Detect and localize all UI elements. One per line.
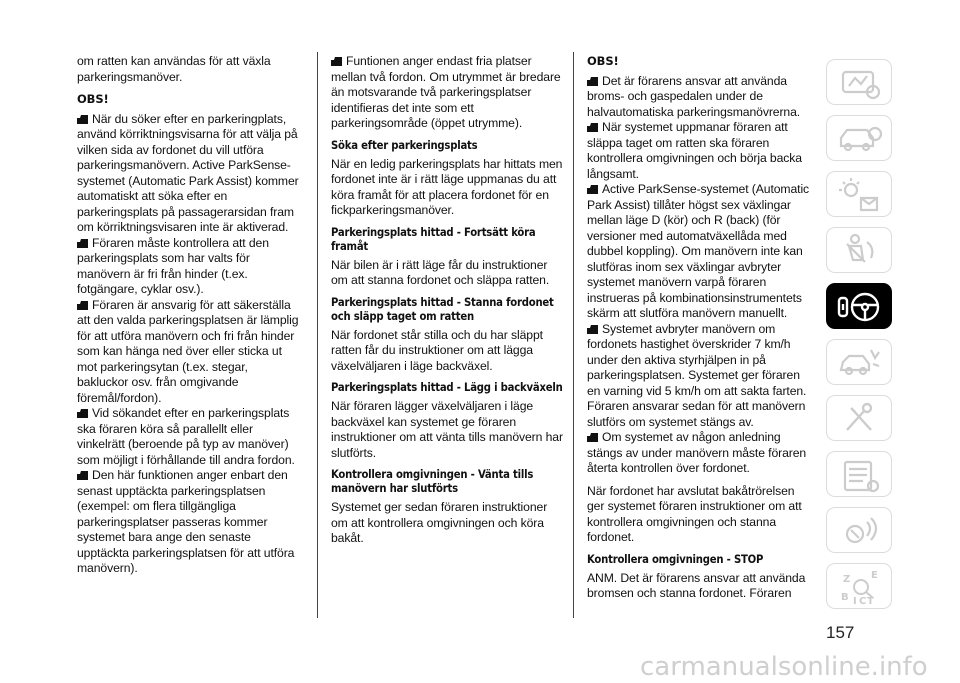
car-dashboard-icon <box>827 60 893 106</box>
seatbelt-airbag-icon <box>827 228 893 274</box>
svg-text:E: E <box>871 570 878 581</box>
section-heading: Parkeringsplats hittad - Lägg i backväxeln <box>331 381 563 394</box>
warning-lights-icon <box>827 172 893 218</box>
svg-text:B: B <box>841 592 849 603</box>
paragraph: När föraren lägger växelväljaren i läge backväxel kan systemet ge föraren instruktioner om att vänta tills manövern har slutförts. <box>331 399 563 460</box>
svg-text:T: T <box>867 596 874 607</box>
column-divider-1 <box>317 52 318 618</box>
tab-tools[interactable] <box>826 395 892 441</box>
paragraph: När fordonet har avslutat bakåtrörelsen ger systemet föraren instruktioner om att kontrollera omgivningen och stanna fordonet. <box>587 483 802 544</box>
section-heading: Söka efter parkeringsplats <box>331 138 478 152</box>
note-icon <box>77 469 88 478</box>
section-heading: Kontrollera omgivningen - STOP <box>587 552 764 566</box>
paragraph: När fordonet står stilla och du har släppt ratten får du instruktioner om att lägga växelväljaren i läge backväxel. <box>331 327 543 373</box>
paragraph: När bilen är i rätt läge får du instruktioner om att stanna fordonet och släppa ratten. <box>331 257 550 287</box>
multimedia-icon <box>827 508 893 554</box>
text-column-2 <box>331 54 563 554</box>
section-heading: Parkeringsplats hittad - Fortsätt köra framåt <box>331 225 536 253</box>
note-icon <box>77 299 88 308</box>
note-bullet: Funtionen anger endast fria platser mellan två fordon. Om utrymmet är bredare än motsvarande två parkeringsplatser identifieras det inte som ett parkeringsområde (öppet utrymme). <box>331 54 561 130</box>
note-bullet: När du söker efter en parkeringplats, använd körriktningsvisarna för att välja på vilken sida av fordonet du vill utföra parkeringsmanövern. Active ParkSense-systemet (Automatic Park Assist) kommer automatiskt att söka efter en parkeringsplats på passagerarsidan fram om körriktningsvisaren inte är aktiverad. <box>77 111 299 234</box>
note-bullet: Den här funktionen anger enbart den senast upptäckta parkeringsplatsen (exempel: om flera tillgängliga parkeringsplatser passeras kommer systemet bara ange den senaste upptäckta parkeringsplatsen för att utföra manövern). <box>77 468 295 575</box>
note-bullet: När systemet uppmanar föraren att släppa taget om ratten ska föraren kontrollera omgivningen och börja backa långsamt. <box>587 120 802 181</box>
alphabetical-index-icon <box>827 564 893 610</box>
note-bullet: Föraren är ansvarig för att säkerställa att den valda parkeringsplatsen är lämplig för att utföra manövern och fri från hinder som kan hänga ned över eller sticka ut mot parkeringsytan (t.ex. stegar, bakluckor osv. från omgivande föremål/fordon). <box>77 297 299 405</box>
note-icon <box>587 431 598 440</box>
section-heading: Parkeringsplats hittad - Stanna fordonet och släpp taget om ratten <box>331 295 554 323</box>
tools-icon <box>827 396 893 442</box>
note-icon <box>587 323 598 332</box>
car-crash-icon <box>827 340 893 386</box>
svg-text:I: I <box>853 596 857 607</box>
paragraph: När en ledig parkeringsplats har hittats men fordonet inte är i rätt läge uppmanas du att köra framåt för att placera fordonet för en fickparkeringsmanöver. <box>331 156 563 217</box>
note-label: OBS! <box>587 54 619 68</box>
section-heading: Kontrollera omgivningen - Vänta tills manövern har slutförts <box>331 468 534 495</box>
tab-multimedia[interactable] <box>826 507 892 553</box>
tab-specifications[interactable] <box>826 451 892 497</box>
note-icon <box>77 113 88 122</box>
note-bullet: Vid sökandet efter en parkeringsplats ska föraren köra så parallellt eller vinkelrätt (beroende på typ av manöver) som möjligt i förhållande till andra fordon. <box>77 406 295 467</box>
page-number: 157 <box>826 623 855 642</box>
specifications-icon <box>827 452 893 498</box>
note-icon <box>587 75 598 84</box>
note-icon <box>77 407 88 416</box>
text-column-3 <box>587 54 815 609</box>
watermark: carmanualsonline.info <box>640 652 928 682</box>
tab-car-info[interactable] <box>826 115 892 161</box>
note-icon <box>587 183 598 192</box>
tab-warning-lights[interactable] <box>826 171 892 217</box>
tab-car-crash[interactable] <box>826 339 892 385</box>
tab-steering-wheel-key[interactable] <box>826 283 892 329</box>
paragraph: ANM. Det är förarens ansvar att använda bromsen och stanna fordonet. Föraren <box>587 570 806 600</box>
car-info-icon <box>827 116 893 162</box>
note-icon <box>331 55 342 64</box>
paragraph: Systemet ger sedan föraren instruktioner om att kontrollera omgivningen och köra bakåt. <box>331 500 548 545</box>
note-bullet: Systemet avbryter manövern om fordonets hastighet överskrider 7 km/h under den aktiva styrhjälpen in på parkeringsplatsen. Systemet ger föraren en varning vid 5 km/h om att sakta farten. Föraren ansvarar sedan för att manövern slutförs om systemet stängs av. <box>587 321 807 429</box>
svg-text:C: C <box>859 596 867 607</box>
tab-car-dashboard[interactable] <box>826 59 892 105</box>
tab-alphabetical-index[interactable] <box>826 563 892 609</box>
note-icon <box>587 121 598 130</box>
paragraph: om ratten kan användas för att växla parkeringsmanöver. <box>77 54 271 84</box>
svg-text:Z: Z <box>843 574 851 585</box>
note-label: OBS! <box>77 92 109 106</box>
note-bullet: Föraren måste kontrollera att den parkeringsplats som har valts för manövern är fri från hinder (t.ex. fotgängare, cyklar osv.). <box>77 235 269 296</box>
text-column-1 <box>77 54 299 577</box>
note-bullet: Det är förarens ansvar att använda broms- och gaspedalen under de halvautomatiska parkeringsmanövrerna. <box>587 73 801 119</box>
note-icon <box>77 237 88 246</box>
tab-seatbelt-airbag[interactable] <box>826 227 892 273</box>
column-divider-2 <box>573 52 574 618</box>
note-bullet: Active ParkSense-systemet (Automatic Park Assist) tillåter högst sex växlingar mellan läge D (kör) och R (back) (för versioner med automatväxellåda med dubbel koppling). Om manövern inte kan slutföras inom sex växlingar avbryter systemet manövern varpå föraren instrueras på kombinationsinstrumentets skärm att slutföra manövern manuellt. <box>587 182 810 320</box>
note-bullet: Om systemet av någon anledning stängs av under manövern måste föraren återta kontrollen över fordonet. <box>587 430 807 475</box>
steering-wheel-key-icon <box>827 284 893 330</box>
